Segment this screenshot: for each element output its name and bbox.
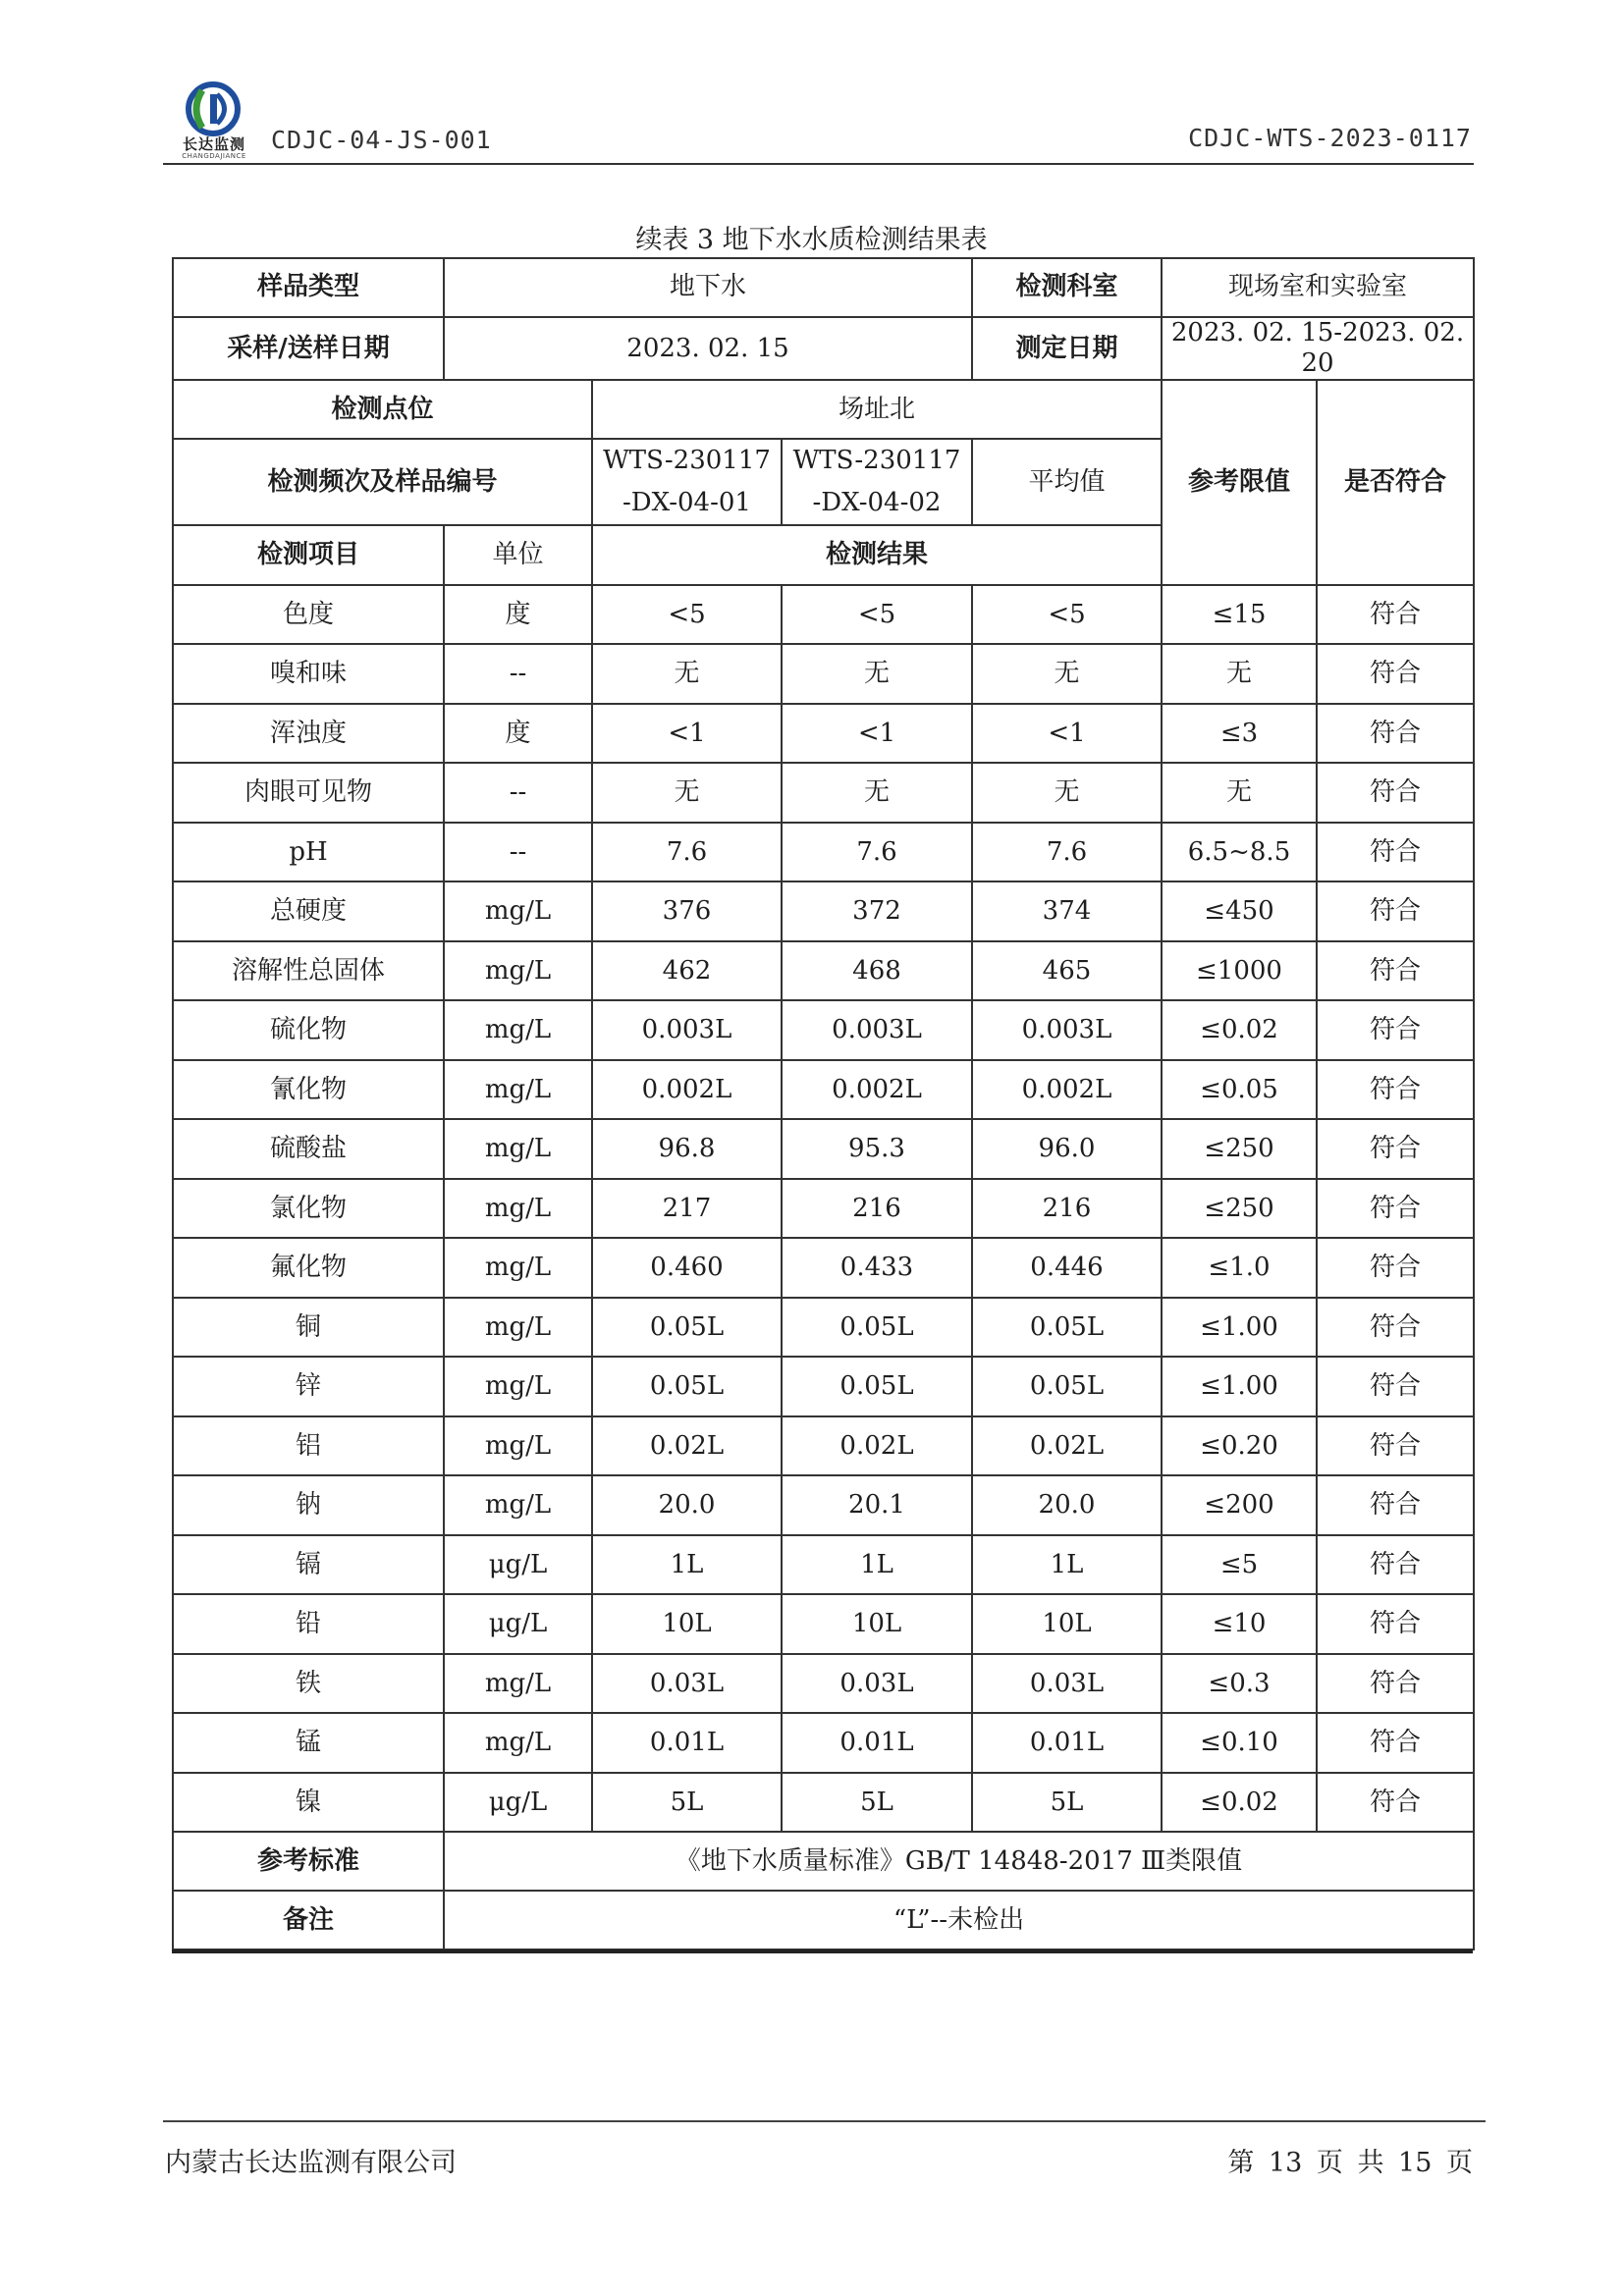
compliance: 符合	[1317, 941, 1474, 1001]
result-sample-2: 7.6	[782, 823, 972, 882]
sampling-date-label: 采样/送样日期	[173, 317, 444, 380]
header-rule	[163, 163, 1474, 165]
result-sample-2: 无	[782, 763, 972, 823]
result-sample-1: <1	[592, 704, 782, 764]
result-sample-1: 10L	[592, 1594, 782, 1654]
result-sample-2: 0.433	[782, 1238, 972, 1298]
result-sample-1: 0.01L	[592, 1713, 782, 1773]
result-sample-1: 0.460	[592, 1238, 782, 1298]
result-sample-2: 无	[782, 644, 972, 704]
result-average: 465	[972, 941, 1162, 1001]
result-average: 0.01L	[972, 1713, 1162, 1773]
result-sample-2: 20.1	[782, 1475, 972, 1535]
reference-limit: ≤1000	[1162, 941, 1317, 1001]
unit: μg/L	[444, 1535, 592, 1595]
unit: --	[444, 644, 592, 704]
unit: mg/L	[444, 941, 592, 1001]
table-row	[173, 1179, 1474, 1239]
table-row	[173, 823, 1474, 882]
compliance: 符合	[1317, 1238, 1474, 1298]
compliance: 符合	[1317, 763, 1474, 823]
compliance: 符合	[1317, 1179, 1474, 1239]
result-sample-1: 0.002L	[592, 1060, 782, 1120]
item-name: 锰	[173, 1713, 444, 1773]
unit: --	[444, 763, 592, 823]
compliance: 符合	[1317, 1298, 1474, 1358]
table-row	[173, 1416, 1474, 1476]
result-average: 0.446	[972, 1238, 1162, 1298]
compliance: 符合	[1317, 704, 1474, 764]
standard-label: 参考标准	[173, 1832, 444, 1891]
result-sample-1: 0.02L	[592, 1416, 782, 1476]
table-row	[173, 1594, 1474, 1654]
compliance: 符合	[1317, 1535, 1474, 1595]
result-sample-1: 7.6	[592, 823, 782, 882]
compliance: 符合	[1317, 823, 1474, 882]
result-sample-2: 372	[782, 881, 972, 941]
result-sample-1: 1L	[592, 1535, 782, 1595]
unit: mg/L	[444, 1179, 592, 1239]
result-sample-2: 0.05L	[782, 1298, 972, 1358]
reference-limit: ≤3	[1162, 704, 1317, 764]
reference-limit-header: 参考限值	[1162, 380, 1317, 585]
table-row	[173, 763, 1474, 823]
reference-limit: ≤0.20	[1162, 1416, 1317, 1476]
sampling-date-value: 2023. 02. 15	[444, 317, 972, 380]
compliance: 符合	[1317, 1060, 1474, 1120]
result-sample-1: 5L	[592, 1773, 782, 1833]
lab-label: 检测科室	[972, 258, 1162, 317]
compliance: 符合	[1317, 1594, 1474, 1654]
item-name: 总硬度	[173, 881, 444, 941]
table-row	[173, 941, 1474, 1001]
item-name: 钠	[173, 1475, 444, 1535]
item-name: 铜	[173, 1298, 444, 1358]
result-average: 0.05L	[972, 1298, 1162, 1358]
reference-limit: ≤1.00	[1162, 1298, 1317, 1358]
result-average: 0.002L	[972, 1060, 1162, 1120]
unit-header: 单位	[444, 525, 592, 585]
item-name: 浑浊度	[173, 704, 444, 764]
result-sample-2: 216	[782, 1179, 972, 1239]
compliance: 符合	[1317, 644, 1474, 704]
item-name: 溶解性总固体	[173, 941, 444, 1001]
reference-limit: ≤200	[1162, 1475, 1317, 1535]
result-sample-1: 无	[592, 644, 782, 704]
unit: 度	[444, 704, 592, 764]
result-average: 20.0	[972, 1475, 1162, 1535]
item-header: 检测项目	[173, 525, 444, 585]
reference-limit: ≤0.10	[1162, 1713, 1317, 1773]
item-name: 氰化物	[173, 1060, 444, 1120]
table-row	[173, 1773, 1474, 1833]
result-sample-2: 468	[782, 941, 972, 1001]
item-name: 镉	[173, 1535, 444, 1595]
table-row	[173, 1000, 1474, 1060]
table-row	[173, 644, 1474, 704]
unit: mg/L	[444, 1475, 592, 1535]
result-sample-1: 20.0	[592, 1475, 782, 1535]
result-average: 5L	[972, 1773, 1162, 1833]
table-row	[173, 704, 1474, 764]
result-average: 无	[972, 763, 1162, 823]
item-name: pH	[173, 823, 444, 882]
item-name: 色度	[173, 585, 444, 645]
item-name: 氟化物	[173, 1238, 444, 1298]
footer-rule	[163, 2120, 1486, 2122]
reference-limit: 无	[1162, 763, 1317, 823]
compliance: 符合	[1317, 881, 1474, 941]
result-sample-1: 217	[592, 1179, 782, 1239]
reference-limit: 无	[1162, 644, 1317, 704]
table-row	[173, 881, 1474, 941]
point-label: 检测点位	[173, 380, 592, 439]
table-row	[173, 585, 1474, 645]
unit: mg/L	[444, 1416, 592, 1476]
remark-value: “L”--未检出	[444, 1891, 1474, 1949]
item-name: 肉眼可见物	[173, 763, 444, 823]
table-row	[173, 1298, 1474, 1358]
compliance: 符合	[1317, 1773, 1474, 1833]
reference-limit: ≤10	[1162, 1594, 1317, 1654]
table-row	[173, 1060, 1474, 1120]
result-sample-1: 无	[592, 763, 782, 823]
result-sample-1: 0.05L	[592, 1298, 782, 1358]
result-average: 0.003L	[972, 1000, 1162, 1060]
item-name: 硫酸盐	[173, 1119, 444, 1179]
logo-text: 长达监测	[182, 135, 245, 153]
unit: mg/L	[444, 881, 592, 941]
result-average: 216	[972, 1179, 1162, 1239]
document-code-left: CDJC-04-JS-001	[271, 126, 492, 154]
unit: mg/L	[444, 1654, 592, 1714]
result-sample-1: 376	[592, 881, 782, 941]
average-header: 平均值	[972, 439, 1162, 525]
compliance: 符合	[1317, 1357, 1474, 1416]
result-sample-2: 0.03L	[782, 1654, 972, 1714]
item-name: 镍	[173, 1773, 444, 1833]
sample-type-label: 样品类型	[173, 258, 444, 317]
result-sample-2: 0.003L	[782, 1000, 972, 1060]
compliance: 符合	[1317, 1713, 1474, 1773]
document-code-right: CDJC-WTS-2023-0117	[1188, 124, 1472, 152]
compliance: 符合	[1317, 1475, 1474, 1535]
reference-limit: 6.5~8.5	[1162, 823, 1317, 882]
result-average: <5	[972, 585, 1162, 645]
company-logo	[175, 80, 251, 139]
result-average: 7.6	[972, 823, 1162, 882]
page-number: 第 13 页 共 15 页	[1227, 2148, 1473, 2178]
point-value: 场址北	[592, 380, 1162, 439]
result-average: 0.03L	[972, 1654, 1162, 1714]
compliance: 符合	[1317, 1119, 1474, 1179]
result-sample-2: 0.05L	[782, 1357, 972, 1416]
reference-limit: ≤1.00	[1162, 1357, 1317, 1416]
reference-limit: ≤250	[1162, 1119, 1317, 1179]
groundwater-results-table	[172, 257, 1475, 1950]
unit: μg/L	[444, 1594, 592, 1654]
reference-limit: ≤450	[1162, 881, 1317, 941]
unit: mg/L	[444, 1298, 592, 1358]
item-name: 铁	[173, 1654, 444, 1714]
item-name: 嗅和味	[173, 644, 444, 704]
result-sample-1: 462	[592, 941, 782, 1001]
lab-value: 现场室和实验室	[1162, 258, 1474, 317]
reference-limit: ≤0.3	[1162, 1654, 1317, 1714]
result-sample-2: 0.002L	[782, 1060, 972, 1120]
company-name: 内蒙古长达监测有限公司	[165, 2148, 457, 2178]
reference-limit: ≤250	[1162, 1179, 1317, 1239]
unit: mg/L	[444, 1060, 592, 1120]
standard-value: 《地下水质量标准》GB/T 14848-2017 Ⅲ类限值	[444, 1832, 1474, 1891]
result-average: 无	[972, 644, 1162, 704]
test-date-value: 2023. 02. 15-2023. 02. 20	[1162, 317, 1474, 380]
unit: μg/L	[444, 1773, 592, 1833]
result-sample-1: 96.8	[592, 1119, 782, 1179]
item-name: 氯化物	[173, 1179, 444, 1239]
result-average: 1L	[972, 1535, 1162, 1595]
sample-number-1: WTS-230117 -DX-04-01	[592, 439, 782, 525]
test-date-label: 测定日期	[972, 317, 1162, 380]
reference-limit: ≤0.02	[1162, 1000, 1317, 1060]
reference-limit: ≤0.05	[1162, 1060, 1317, 1120]
result-sample-1: 0.003L	[592, 1000, 782, 1060]
result-sample-1: 0.05L	[592, 1357, 782, 1416]
table-row	[173, 1713, 1474, 1773]
item-name: 铅	[173, 1594, 444, 1654]
item-name: 硫化物	[173, 1000, 444, 1060]
result-header: 检测结果	[592, 525, 1162, 585]
compliance: 符合	[1317, 1000, 1474, 1060]
compliance: 符合	[1317, 1654, 1474, 1714]
reference-limit: ≤0.02	[1162, 1773, 1317, 1833]
result-sample-1: <5	[592, 585, 782, 645]
compliance: 符合	[1317, 585, 1474, 645]
reference-limit: ≤5	[1162, 1535, 1317, 1595]
result-sample-2: 0.01L	[782, 1713, 972, 1773]
result-sample-2: 10L	[782, 1594, 972, 1654]
result-sample-2: 0.02L	[782, 1416, 972, 1476]
table-row	[173, 1119, 1474, 1179]
unit: mg/L	[444, 1713, 592, 1773]
result-sample-2: 1L	[782, 1535, 972, 1595]
reference-limit: ≤1.0	[1162, 1238, 1317, 1298]
compliance-header: 是否符合	[1317, 380, 1474, 585]
result-sample-2: 95.3	[782, 1119, 972, 1179]
result-average: <1	[972, 704, 1162, 764]
result-average: 10L	[972, 1594, 1162, 1654]
result-sample-1: 0.03L	[592, 1654, 782, 1714]
result-average: 96.0	[972, 1119, 1162, 1179]
table-row	[173, 1357, 1474, 1416]
compliance: 符合	[1317, 1416, 1474, 1476]
unit: mg/L	[444, 1238, 592, 1298]
sample-type-value: 地下水	[444, 258, 972, 317]
sample-number-label: 检测频次及样品编号	[173, 439, 592, 525]
result-average: 0.05L	[972, 1357, 1162, 1416]
table-row	[173, 1654, 1474, 1714]
table-row	[173, 1475, 1474, 1535]
unit: mg/L	[444, 1119, 592, 1179]
table-row	[173, 1535, 1474, 1595]
sample-number-2: WTS-230117 -DX-04-02	[782, 439, 972, 525]
unit: --	[444, 823, 592, 882]
reference-limit: ≤15	[1162, 585, 1317, 645]
result-sample-2: <1	[782, 704, 972, 764]
result-average: 374	[972, 881, 1162, 941]
result-average: 0.02L	[972, 1416, 1162, 1476]
logo-subtext: CHANGDAJIANCE	[182, 152, 246, 160]
unit: mg/L	[444, 1357, 592, 1416]
result-sample-2: <5	[782, 585, 972, 645]
item-name: 锌	[173, 1357, 444, 1416]
unit: mg/L	[444, 1000, 592, 1060]
table-title: 续表 3 地下水水质检测结果表	[635, 225, 988, 255]
result-sample-2: 5L	[782, 1773, 972, 1833]
remark-label: 备注	[173, 1891, 444, 1949]
unit: 度	[444, 585, 592, 645]
table-bottom-rule	[172, 1949, 1473, 1953]
item-name: 铝	[173, 1416, 444, 1476]
table-row	[173, 1238, 1474, 1298]
